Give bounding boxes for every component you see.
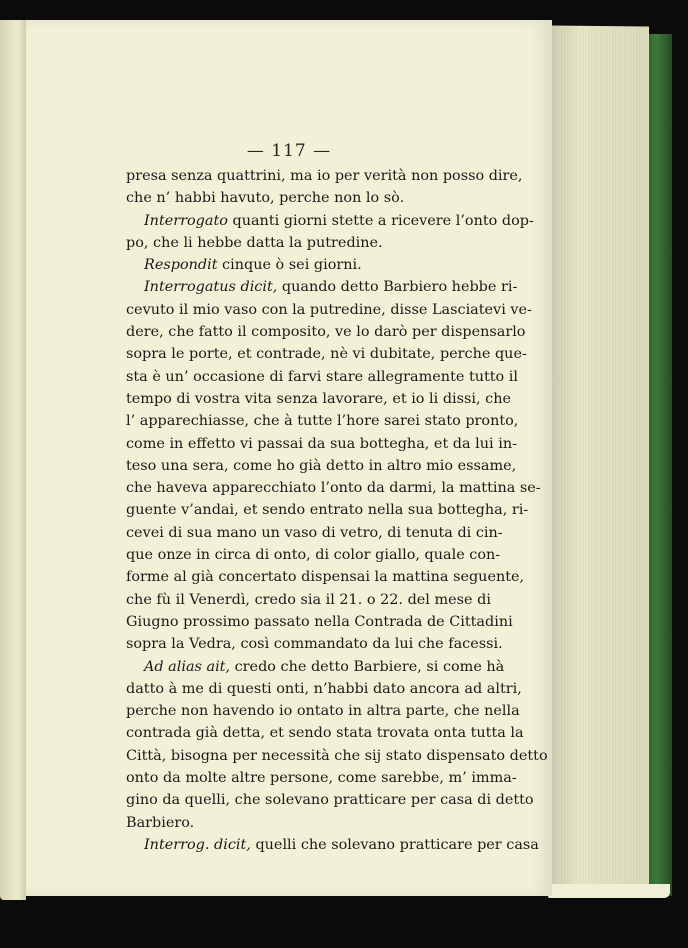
text-line [126,589,491,611]
text-line [126,321,526,343]
text-line [126,544,501,566]
text-line [126,433,517,455]
line-text: cinque ò sei giorni. [217,257,362,274]
text-line [126,700,520,722]
book-page [26,20,552,896]
line-text: guente v’andai, et sendo entrato nella sua bottegha, ri- [126,502,529,519]
text-line [126,566,525,588]
line-text: sopra la Vedra, così commandato da lui che facessi. [126,636,503,653]
text-line [126,410,519,432]
line-text: come in effetto vi passai da sua bottegha, et da lui in- [126,435,517,452]
text-line [126,834,539,856]
line-text: quando detto Barbiero hebbe ri- [277,279,518,296]
line-text: sta è un’ occasione di farvi stare allegramente tutto il [126,368,519,385]
page-text [126,165,548,856]
line-text: presa senza quattrini, ma io per verità non posso dire, [126,168,523,184]
text-line [126,187,482,209]
line-text: sopra le porte, et contrade, nè vi dubitate, perche que- [126,346,527,363]
line-text: Giugno prossimo passato nella Contrada de Cittadini [126,613,513,630]
text-line [126,611,513,633]
text-line [126,388,512,410]
italic-lead: Ad alias ait, [144,658,231,675]
line-text: datto à me di questi onti, n’habbi dato ancora ad altri, [126,680,522,697]
line-text: tempo di vostra vita senza lavorare, et io li dissi, che [126,390,512,407]
text-line [126,633,503,655]
line-text: teso una sera, come ho già detto in altro mio essame, [126,457,517,474]
line-text: dere, che fatto il composito, ve lo darò per dispensarlo [126,324,526,341]
text-line [126,499,529,521]
line-text: onto da molte altre persone, come sarebbe, m’ imma- [126,770,517,787]
line-text: gino da quelli, che solevano pratticare per casa di detto [126,792,534,809]
text-line [126,789,534,811]
text-line [126,477,541,499]
line-text: quelli che solevano pratticare per casa [250,836,539,853]
text-line [126,767,517,789]
book-cover-green [646,34,672,896]
line-text: po, che li hebbe datta la putredine. [126,234,383,251]
line-text: che fù il Venerdì, credo sia il 21. o 22. del mese di [126,591,491,608]
line-text: perche non havendo io ontato in altra parte, che nella [126,703,520,720]
text-line [126,656,505,678]
text-line [126,299,532,321]
text-line [126,455,517,477]
line-text: Barbiero. [126,814,195,831]
line-text: forme al già concertato dispensai la mattina seguente, [126,569,525,586]
italic-lead: Interrogato [144,212,228,229]
text-line [126,210,534,232]
text-line [126,276,518,298]
page-edge-shadow [548,26,648,892]
page-number: — 117 — [246,141,332,161]
line-text: l’ apparechiasse, che à tutte l’hore sarei stato pronto, [126,413,519,430]
text-line [126,812,482,834]
page-block-bottom [548,884,670,898]
text-line [126,232,482,254]
line-text: che haveva apparecchiato l’onto da darmi, la mattina se- [126,480,541,497]
italic-lead: Interrogatus dicit, [144,279,278,296]
text-line [126,722,524,744]
text-line [126,745,548,767]
line-text: Città, bisogna per necessità che sij stato dispensato detto [126,747,548,764]
italic-lead: Interrog. dicit, [144,836,251,853]
text-line [126,343,527,365]
line-text: cevuto il mio vaso con la putredine, disse Lasciatevi ve- [126,301,532,318]
line-text: contrada già detta, et sendo stata trovata onta tutta la [126,725,524,742]
text-line [126,254,482,276]
line-text: credo che detto Barbiere, si come hà [230,658,505,675]
line-text: cevei di sua mano un vaso di vetro, di tenuta di cin- [126,524,503,541]
facing-page-edge [0,20,26,900]
italic-lead: Respondit [144,257,218,274]
text-line [126,366,519,388]
text-line [126,165,523,187]
line-text: quanti giorni stette a ricevere l’onto dop- [227,212,534,229]
line-text: che n’ habbi havuto, perche non lo sò. [126,190,405,207]
text-line [126,522,503,544]
line-text: que onze in circa di onto, di color giallo, quale con- [126,547,501,564]
text-line [126,678,522,700]
